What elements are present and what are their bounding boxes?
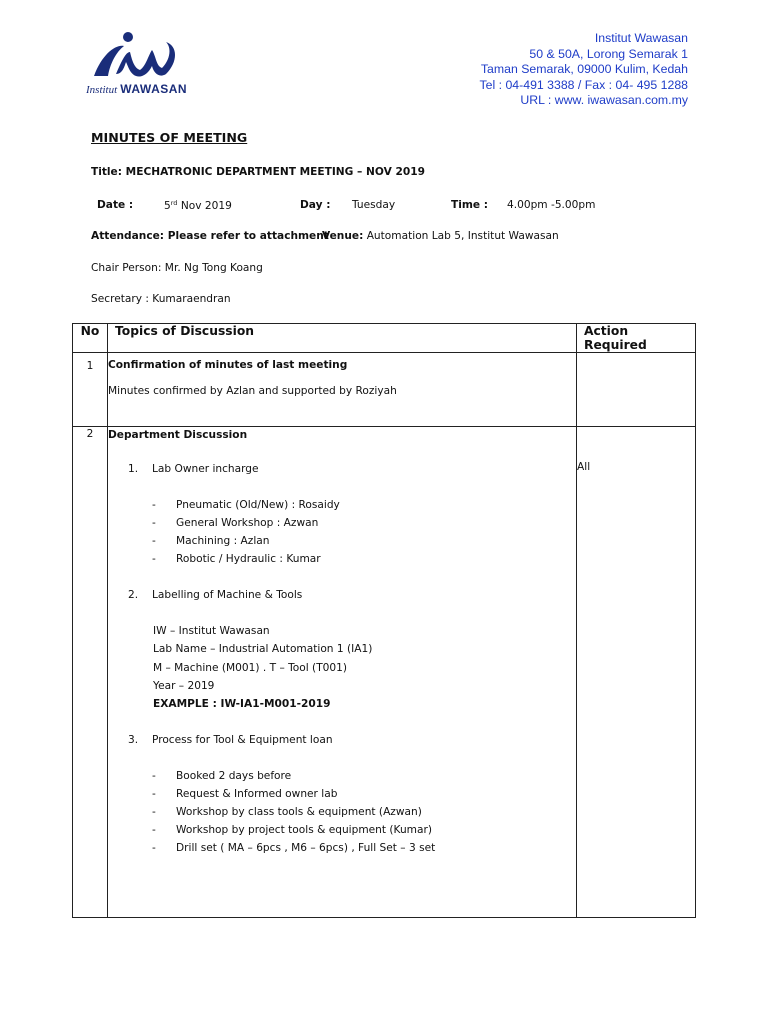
row-number: 1 xyxy=(73,353,108,427)
iw-logo-icon xyxy=(86,30,196,82)
topic-title: Confirmation of minutes of last meeting xyxy=(108,359,348,371)
address-line: 50 & 50A, Lorong Semarak 1 xyxy=(529,46,688,61)
time-label: Time : xyxy=(451,199,489,211)
bullet-item: - Workshop by class tools & equipment (Azwan) xyxy=(152,806,422,819)
document-heading: MINUTES OF MEETING xyxy=(91,130,248,145)
list-item: 1. Lab Owner incharge xyxy=(128,463,259,475)
list-item: 3. Process for Tool & Equipment loan xyxy=(128,733,333,746)
detail-line: IW – Institut Wawasan xyxy=(153,625,270,638)
logo-wordmark: Institut WAWASAN xyxy=(86,82,188,96)
contact-line: Tel : 04-491 3388 / Fax : 04- 495 1288 xyxy=(479,77,688,92)
url-line: URL : www. iwawasan.com.my xyxy=(520,93,688,107)
attendance-line: Attendance: Please refer to attachment xyxy=(91,230,329,242)
topic-text: Minutes confirmed by Azlan and supported by Roziyah xyxy=(108,385,397,397)
bullet-item: - General Workshop : Azwan xyxy=(152,517,319,530)
day-label: Day : xyxy=(300,199,331,211)
bullet-list xyxy=(108,767,576,857)
table-row xyxy=(73,353,696,427)
bullet-item: - Drill set ( MA – 6pcs , M6 – 6pcs) , Full Set – 3 set xyxy=(152,842,436,855)
address-line: Institut Wawasan xyxy=(594,31,688,45)
table-row xyxy=(73,427,696,918)
bullet-list xyxy=(108,496,576,568)
institut-wawasan-logo xyxy=(86,30,196,100)
secretary: Secretary : Kumaraendran xyxy=(91,293,231,305)
header-topics: Topics of Discussion xyxy=(108,324,577,353)
bullet-item: - Robotic / Hydraulic : Kumar xyxy=(152,553,321,566)
bullet-item: - Pneumatic (Old/New) : Rosaidy xyxy=(152,499,340,511)
header-no: No xyxy=(73,324,108,353)
list-item: 2. Labelling of Machine & Tools xyxy=(128,589,303,602)
time-value: 4.00pm -5.00pm xyxy=(507,199,596,211)
chair-person: Chair Person: Mr. Ng Tong Koang xyxy=(91,262,263,274)
minutes-table xyxy=(72,323,696,918)
topic-cell xyxy=(108,353,577,427)
labelling-details xyxy=(108,622,576,712)
address-line: Taman Semarak, 09000 Kulim, Kedah xyxy=(480,62,688,76)
detail-line: Year – 2019 xyxy=(153,679,215,692)
bullet-item: - Request & Informed owner lab xyxy=(152,787,338,800)
topic-cell xyxy=(108,427,577,918)
bullet-item: - Workshop by project tools & equipment (Kumar) xyxy=(152,824,432,837)
date-label: Date : xyxy=(97,199,134,211)
letterhead-address xyxy=(479,31,688,109)
venue-line: Venue: Automation Lab 5, Institut Wawasan xyxy=(322,230,559,242)
bullet-item: - Booked 2 days before xyxy=(152,769,292,782)
bullet-item: - Machining : Azlan xyxy=(152,535,270,548)
row-number: 2 xyxy=(73,427,108,918)
example-line: EXAMPLE : IW-IA1-M001-2019 xyxy=(153,697,331,710)
topic-title: Department Discussion xyxy=(108,429,248,441)
header-action: Action Required xyxy=(577,324,696,353)
table-header-row xyxy=(73,324,696,353)
detail-line: M – Machine (M001) . T – Tool (T001) xyxy=(153,661,348,674)
detail-line: Lab Name – Industrial Automation 1 (IA1) xyxy=(153,643,373,656)
day-value: Tuesday xyxy=(352,199,396,211)
action-cell: All xyxy=(577,427,696,918)
date-value: 5rd Nov 2019 xyxy=(164,199,232,212)
action-cell xyxy=(577,353,696,427)
meeting-title: Title: MECHATRONIC DEPARTMENT MEETING – NOV 2019 xyxy=(91,166,425,178)
